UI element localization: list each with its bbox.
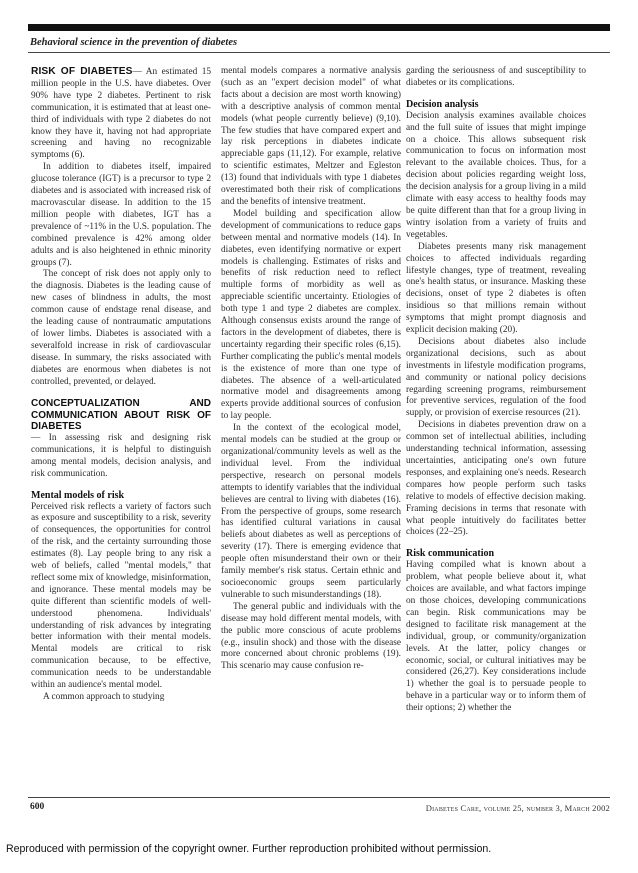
header-rule xyxy=(28,52,610,53)
paragraph: In the context of the ecological model, mental models can be studied at the group or organizational/community levels as well as the individual level. From the individual perspective, research on personal models attempts to identify variables that the individual believes are central to living with diabetes (16). From the perspective of groups, some research has identified cultural variations in causal beliefs about diabetes as well as perceptions of severity (17). There is emerging evidence that people often misunderstand their own or their family member's risk status. Certain ethnic and socioeconomic groups seem particularly vulnerable to such misunderstandings (18). xyxy=(221,423,401,600)
copyright-notice: Reproduced with permission of the copyright owner. Further reproduction prohibited without permission. xyxy=(6,843,492,855)
running-head: Behavioral science in the prevention of diabetes xyxy=(30,37,238,48)
paragraph: Decisions in diabetes prevention draw on a common set of intellectual abilities, including understanding technical information, assessing uncertainties, anticipating one's own future responses, and explaining one's needs. Research compares how people perform such tasks relative to models of effective decision making. Framing decisions in terms that resonate with what people intuitively do facilitates better choices (22–25). xyxy=(406,420,586,538)
paragraph: Decisions about diabetes also include organizational decisions, such as about investments in lifestyle modification programs, and community or national policy decisions regarding screening programs, reimbursement for preventive services, regulation of the food supply, or provision of exercise resources (21). xyxy=(406,336,586,419)
paragraph: Perceived risk reflects a variety of factors such as exposure and susceptibility to a risk, severity of consequences, the opportunities for control of the risk, and the certainty surrounding those estimates (8). Lay people bring to any risk a web of beliefs, called "mental models," that reflect some mix of knowledge, misinformation, and ignorance. These mental models may be quite different than scientific models of well-understood phenomena. Individuals' understanding of risk advances by integrating better information with their mental models. Mental models are critical to risk communication because, to be effective, communication needs to be understandable within an audience's mental model. xyxy=(31,501,211,691)
journal-citation: Diabetes Care, volume 25, number 3, March 2002 xyxy=(425,803,610,813)
paragraph: — In assessing risk and designing risk communications, it is helpful to distinguish among mental models, decision analysis, and risk communication. xyxy=(31,432,211,479)
paragraph: The concept of risk does not apply only to the diagnosis. Diabetes is the leading cause of new cases of blindness in adults, the most common cause of endstage renal disease, and the leading cause of nontraumatic amputations of lower limbs. Diabetes is associated with a severalfold increase in risk of cardiovascular disease. In summary, the risks associated with diabetes are enormous when diabetes is not controlled, prevented, or delayed. xyxy=(31,269,211,387)
top-rule xyxy=(28,24,610,31)
paragraph: In addition to diabetes itself, impaired glucose tolerance (IGT) is a precursor to type 2 diabetes and is associated with increased risk of macrovascular disease. In addition to the 15 million people with diabetes, IGT has a prevalence of ~11% in the U.S. population. The combined prevalence is 42% among older adults and is also heightened in ethnic minority groups (7). xyxy=(31,162,211,268)
paragraph: RISK OF DIABETES— An estimated 15 million people in the U.S. have diabetes. Over 90% have type 2 diabetes. Pertinent to risk communication, it is estimated that at least one-third of individuals with type 2 diabetes do not know they have it, having not had appropriate screening and having no recognizable symptoms (6). xyxy=(31,66,212,161)
paragraph: Decision analysis examines available choices and the full suite of issues that might impinge on a choice. This allows subsequent risk communication to focus on information most relevant to the available choices. Thus, for a decision about policies regarding weight loss, the decision analysis for a group living in a mild climate with easy access to healthy foods may be quite different than that for a group living in wintry isolation from a variety of fruits and vegetables. xyxy=(406,110,586,240)
page-number: 600 xyxy=(30,802,45,812)
paragraph: The general public and individuals with the disease may hold different mental models, with the public more conscious of acute problems (e.g., insulin shock) and those with the disease more concerned about chronic problems (19). This scenario may cause confusion re- xyxy=(221,601,401,672)
paragraph: Model building and specification allow development of communications to reduce gaps between mental and normative models (14). In diabetes, even identifying normative or expert models is challenging. Estimates of risks and benefits of risk reduction need to reflect multiple forms of morbidity as well as appreciable scientific uncertainty. Etiologies of both type 1 and type 2 diabetes are complex. Although consensus exists around the range of factors in the development of diabetes, there is uncertainty regarding their specific roles (6,15). Further complicating the public's mental models is the existence of more than one type of diabetes. The absence of a well-articulated normative model and disagreements among experts provide additional sources of confusion to lay people. xyxy=(221,208,401,422)
paragraph: Having compiled what is known about a problem, what people believe about it, what choices are available, and what factors impinge on those choices, developing communications can begin. Risk communications may be designed to facilitate risk management at the individual, group, or community/organization levels. At the latter, policy changes or economic, social, or cultural initiatives may be considered (26,27). Key considerations include 1) whether the goal is to persuade people to behave in a particular way or to inform them of their options; 2) whether the xyxy=(406,560,586,714)
paragraph: garding the seriousness of and susceptibility to diabetes or its complications. xyxy=(406,66,586,88)
subheading-decision-analysis: Decision analysis xyxy=(406,98,479,110)
subheading-risk-communication: Risk communication xyxy=(406,548,495,560)
paragraph: A common approach to studying xyxy=(43,692,165,702)
column-1 xyxy=(31,66,211,704)
section-heading-conceptualization: CONCEPTUALIZATION AND COMMUNICATION ABOUT RISK OF DIABETES xyxy=(31,398,211,433)
column-3 xyxy=(406,66,586,715)
column-2 xyxy=(221,66,401,673)
paragraph: mental models compares a normative analysis (such as an "expert decision model" of what facts about a decision are most worth knowing) with a descriptive analysis of common mental models (what people currently believe) (9,10). The few studies that have compared expert and lay risk perceptions in diabetes indicate appreciable gaps (11,12). For example, relative to scientific estimates, Meltzer and Egleston (13) found that individuals with type 1 diabetes overestimated both their risk of complications and the benefits of intensive treatment. xyxy=(221,66,401,207)
subheading-mental-models: Mental models of risk xyxy=(31,489,125,501)
paragraph: Diabetes presents many risk management choices to affected individuals regarding lifestyle changes, type of treatment, revealing one's health status, or insurance. Masking these decisions, onset of type 2 diabetes is often insidious so that millions remain without symptoms that might prompt diagnosis and explicit decision making (20). xyxy=(406,241,586,336)
footer-rule xyxy=(28,797,610,798)
section-heading-risk-of-diabetes: RISK OF DIABETES xyxy=(31,66,133,77)
